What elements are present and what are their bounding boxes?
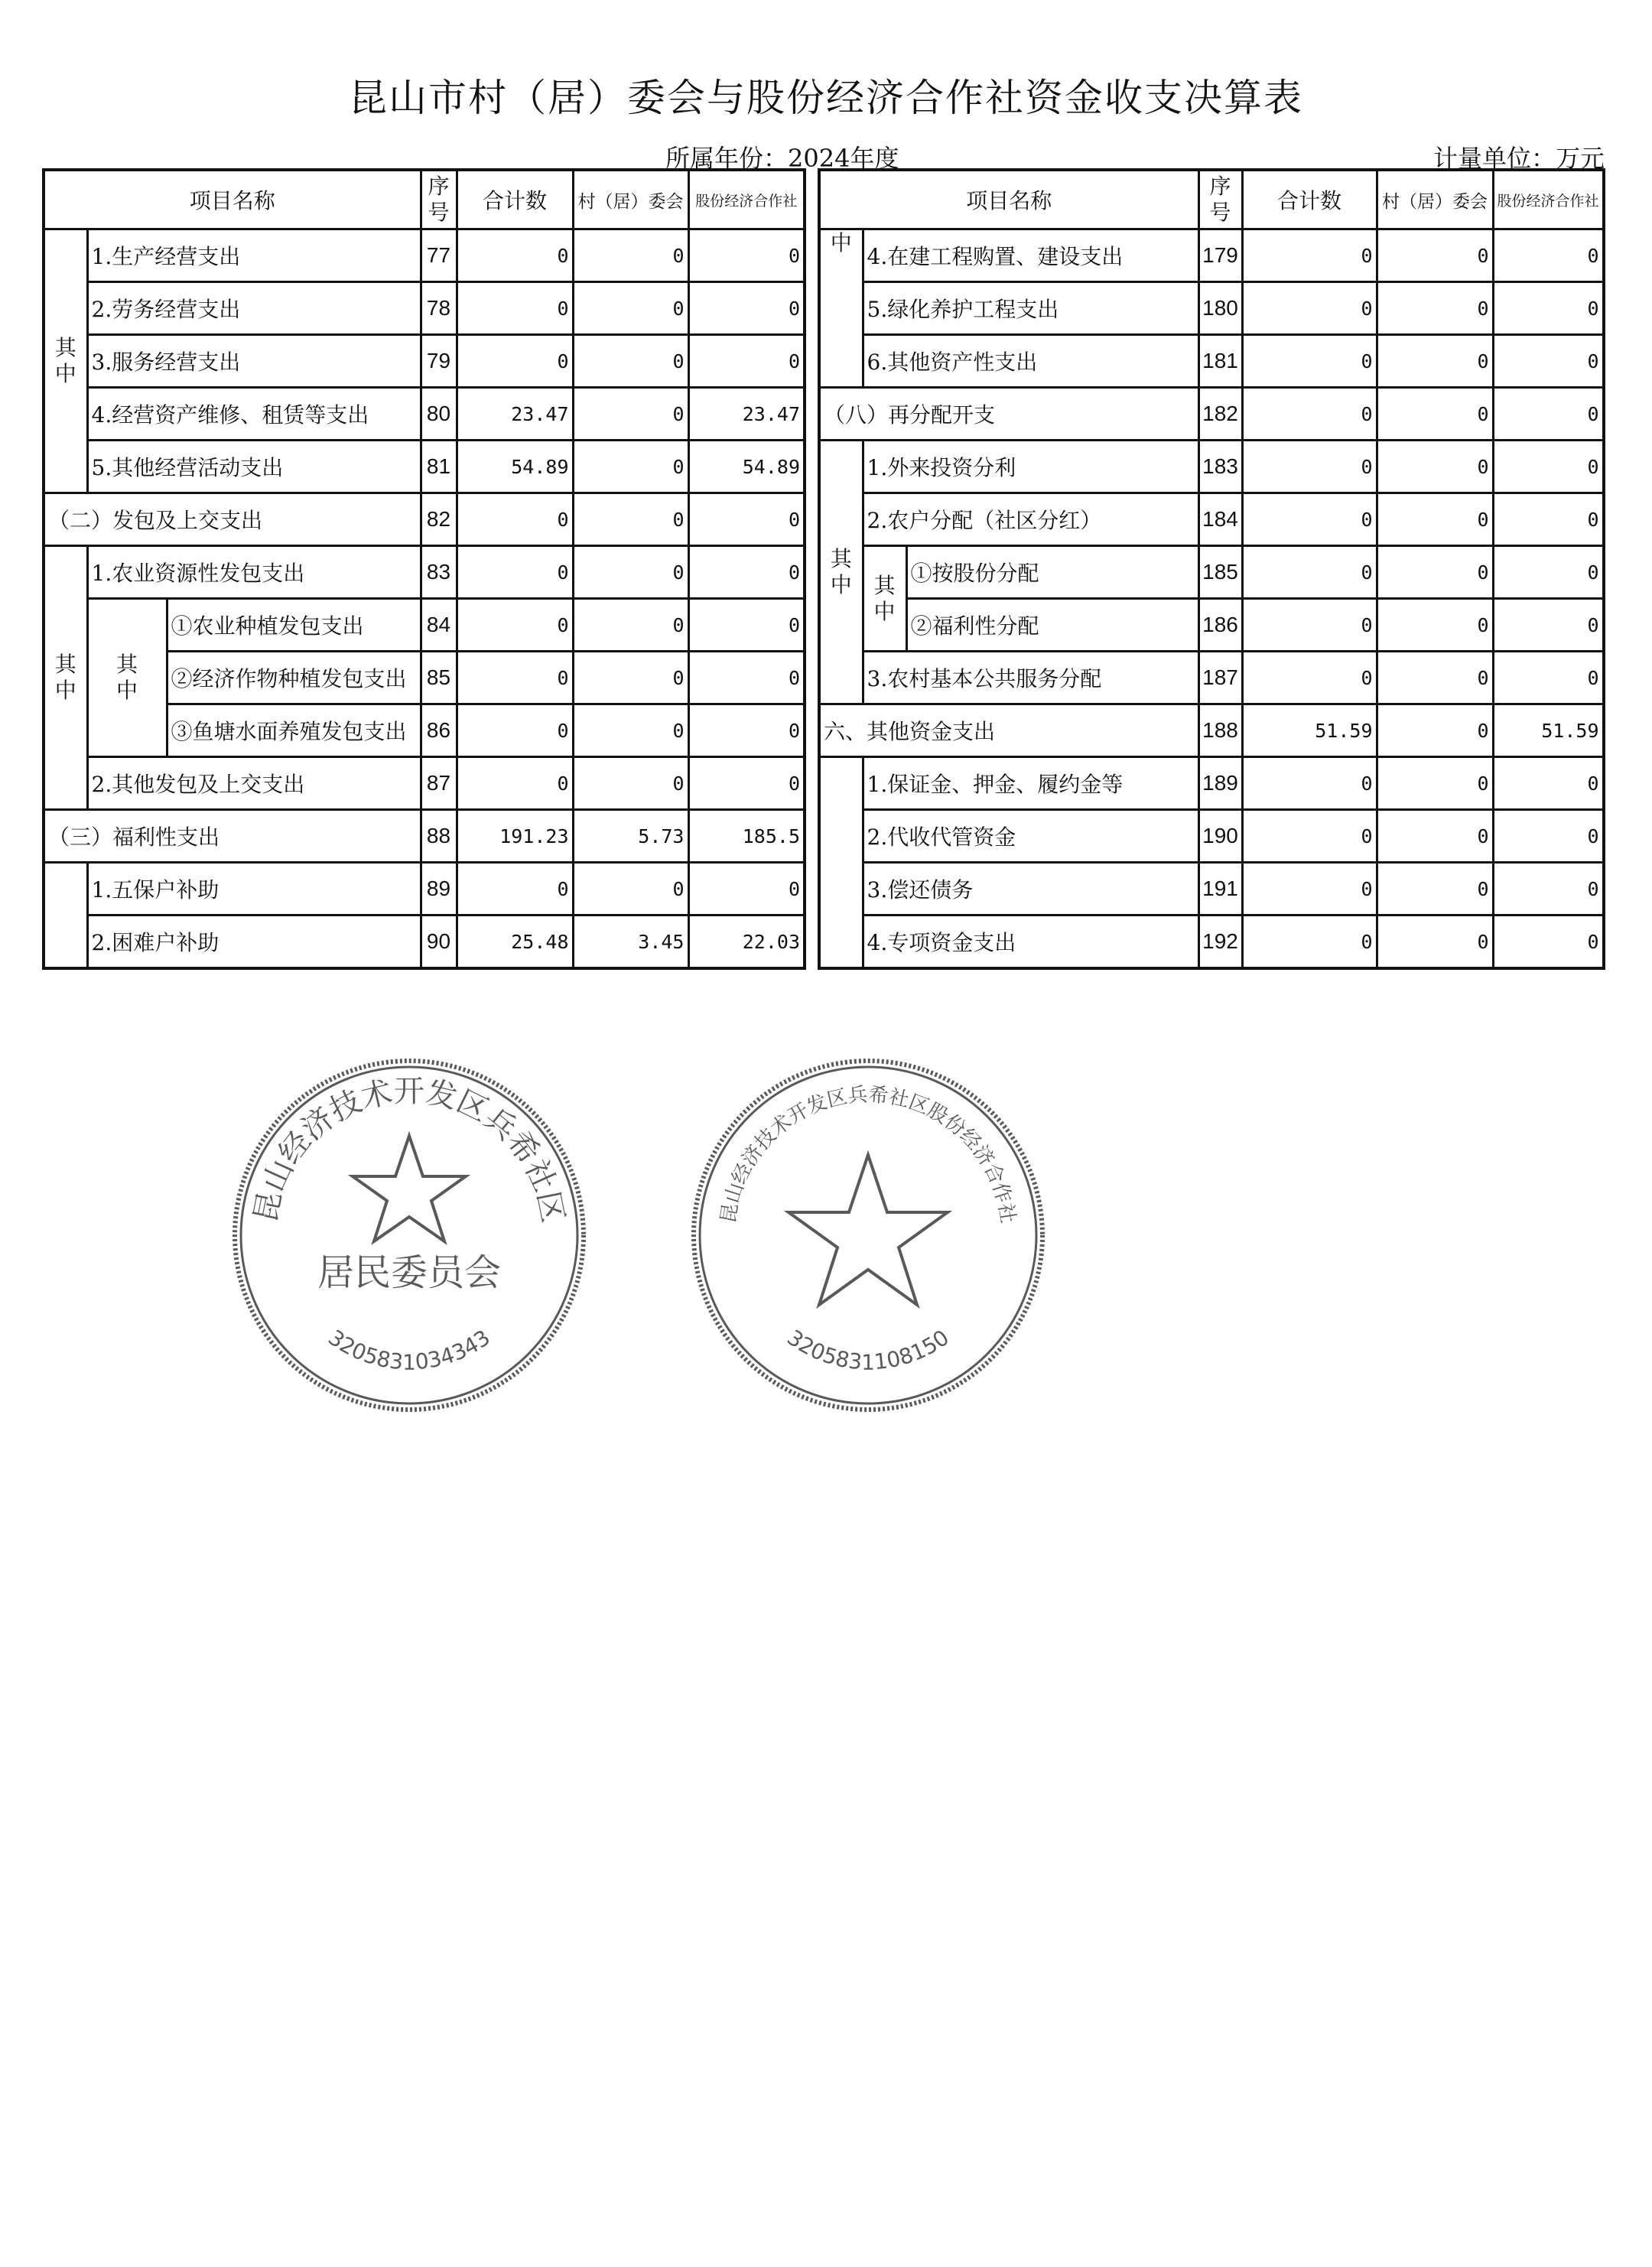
value-village: 0	[573, 757, 688, 810]
value-total: 191.23	[457, 810, 573, 863]
value-coop: 0	[688, 335, 805, 388]
item-seq: 88	[421, 810, 457, 863]
official-seal-residents-committee	[229, 1055, 589, 1415]
value-village: 0	[573, 282, 688, 335]
table-row	[44, 546, 805, 599]
value-total: 0	[1242, 652, 1377, 704]
value-coop: 0	[1493, 441, 1604, 493]
value-total: 0	[1242, 863, 1377, 916]
group-label-qizhong	[44, 546, 87, 810]
value-coop: 0	[688, 282, 805, 335]
seal-center-text: 居民委员会	[317, 1251, 502, 1294]
value-coop: 0	[1493, 546, 1604, 599]
item-seq: 90	[421, 916, 457, 969]
seal-ring-text: 昆山经济技术开发区兵希社区股份经济合作社	[717, 1083, 1019, 1225]
table-row	[819, 810, 1604, 863]
value-coop: 54.89	[688, 441, 805, 493]
value-village: 0	[573, 441, 688, 493]
column-header-total: 合计数	[457, 170, 573, 229]
value-total: 0	[1242, 388, 1377, 441]
column-header-total: 合计数	[1242, 170, 1377, 229]
official-seal-cooperative	[688, 1055, 1048, 1415]
group-label-continued	[819, 229, 863, 388]
item-name: 1.保证金、押金、履约金等	[863, 757, 1198, 810]
group-label-qizhong	[819, 441, 863, 704]
item-name: 1.农业资源性发包支出	[87, 546, 421, 599]
group-label-text: 其中	[115, 652, 138, 703]
seal-ring-text: 昆山经济技术开发区兵希社区	[248, 1074, 571, 1226]
value-village: 0	[1377, 916, 1493, 969]
table-row	[819, 757, 1604, 810]
table-row	[44, 863, 805, 916]
item-seq: 191	[1198, 863, 1242, 916]
table-row	[44, 757, 805, 810]
item-name: ③鱼塘水面养殖发包支出	[167, 704, 421, 757]
table-row	[44, 282, 805, 335]
item-seq: 192	[1198, 916, 1242, 969]
item-seq: 188	[1198, 704, 1242, 757]
value-village: 0	[1377, 441, 1493, 493]
expenditure-table-left	[42, 168, 806, 970]
value-total: 0	[457, 599, 573, 652]
value-coop: 0	[688, 704, 805, 757]
value-coop: 0	[688, 599, 805, 652]
table-row	[44, 916, 805, 969]
unit-label: 计量单位：万元	[1432, 144, 1605, 173]
value-coop: 0	[1493, 599, 1604, 652]
value-village: 0	[1377, 863, 1493, 916]
table-row	[819, 335, 1604, 388]
group-label-text: 其中	[873, 572, 896, 624]
value-coop: 0	[1493, 916, 1604, 969]
item-seq: 189	[1198, 757, 1242, 810]
value-village: 0	[573, 229, 688, 282]
item-seq: 77	[421, 229, 457, 282]
document-title: 昆山市村（居）委会与股份经济合作社资金收支决算表	[349, 76, 1303, 120]
value-coop: 0	[1493, 335, 1604, 388]
value-village: 0	[1377, 599, 1493, 652]
value-coop: 0	[688, 757, 805, 810]
column-header-village: 村（居）委会	[1377, 170, 1493, 229]
item-seq: 180	[1198, 282, 1242, 335]
value-coop: 0	[688, 493, 805, 546]
item-seq: 84	[421, 599, 457, 652]
value-coop: 185.5	[688, 810, 805, 863]
value-total: 0	[1242, 757, 1377, 810]
group-spacer	[44, 863, 87, 969]
seal-code: 3205831034343	[324, 1325, 495, 1375]
seal-code: 3205831108150	[782, 1325, 954, 1375]
table-row	[44, 229, 805, 282]
value-village: 0	[573, 599, 688, 652]
column-header-coop: 股份经济合作社	[1493, 170, 1604, 229]
table-row	[819, 863, 1604, 916]
value-village: 0	[1377, 229, 1493, 282]
item-seq: 181	[1198, 335, 1242, 388]
value-village: 0	[1377, 704, 1493, 757]
table-row	[44, 599, 805, 652]
value-village: 0	[1377, 335, 1493, 388]
group-label-qizhong	[44, 229, 87, 493]
value-village: 0	[573, 388, 688, 441]
value-coop: 0	[1493, 863, 1604, 916]
item-name: 4.专项资金支出	[863, 916, 1198, 969]
item-name: （八）再分配开支	[819, 388, 1198, 441]
value-total: 51.59	[1242, 704, 1377, 757]
item-seq: 83	[421, 546, 457, 599]
item-seq: 87	[421, 757, 457, 810]
value-village: 0	[573, 546, 688, 599]
item-seq: 81	[421, 441, 457, 493]
table-row	[819, 493, 1604, 546]
value-coop: 0	[688, 863, 805, 916]
item-name: 2.劳务经营支出	[87, 282, 421, 335]
table-row	[819, 229, 1604, 282]
column-header-name: 项目名称	[44, 170, 421, 229]
value-total: 0	[457, 704, 573, 757]
value-total: 0	[457, 546, 573, 599]
svg-text:3205831108150	[782, 1325, 954, 1374]
item-seq: 185	[1198, 546, 1242, 599]
value-total: 0	[1242, 916, 1377, 969]
item-name: （二）发包及上交支出	[44, 493, 421, 546]
value-village: 5.73	[573, 810, 688, 863]
table-row	[819, 546, 1604, 599]
group-spacer	[819, 757, 863, 969]
item-name: 4.经营资产维修、租赁等支出	[87, 388, 421, 441]
item-name: 六、其他资金支出	[819, 704, 1198, 757]
value-total: 0	[1242, 335, 1377, 388]
item-name: 5.其他经营活动支出	[87, 441, 421, 493]
item-name: 3.偿还债务	[863, 863, 1198, 916]
item-name: ①农业种植发包支出	[167, 599, 421, 652]
svg-text:昆山经济技术开发区兵希社区股份经济合作社	[717, 1084, 1019, 1225]
item-seq: 183	[1198, 441, 1242, 493]
item-seq: 78	[421, 282, 457, 335]
group-label-qizhong	[863, 546, 906, 652]
svg-text:3205831034343	[324, 1325, 495, 1374]
value-village: 3.45	[573, 916, 688, 969]
value-total: 0	[1242, 546, 1377, 599]
column-header-name: 项目名称	[819, 170, 1198, 229]
value-total: 23.47	[457, 388, 573, 441]
item-seq: 86	[421, 704, 457, 757]
value-total: 0	[457, 652, 573, 704]
item-name: 4.在建工程购置、建设支出	[863, 229, 1198, 282]
group-label-text: 其中	[54, 335, 76, 386]
item-name: 3.农村基本公共服务分配	[863, 652, 1198, 704]
item-name: 6.其他资产性支出	[863, 335, 1198, 388]
value-village: 0	[1377, 493, 1493, 546]
table-row	[819, 916, 1604, 969]
value-village: 0	[573, 493, 688, 546]
column-header-seq: 序号	[421, 170, 457, 229]
value-coop: 0	[1493, 493, 1604, 546]
value-village: 0	[1377, 388, 1493, 441]
value-total: 0	[1242, 282, 1377, 335]
value-total: 0	[457, 863, 573, 916]
table-row	[44, 441, 805, 493]
value-coop: 0	[688, 229, 805, 282]
item-seq: 187	[1198, 652, 1242, 704]
value-village: 0	[573, 652, 688, 704]
item-seq: 89	[421, 863, 457, 916]
item-name: 5.绿化养护工程支出	[863, 282, 1198, 335]
value-total: 0	[457, 493, 573, 546]
value-total: 0	[1242, 229, 1377, 282]
item-name: 2.其他发包及上交支出	[87, 757, 421, 810]
table-row	[44, 810, 805, 863]
value-total: 0	[1242, 493, 1377, 546]
table-row	[44, 388, 805, 441]
value-coop: 0	[688, 652, 805, 704]
item-seq: 85	[421, 652, 457, 704]
expenditure-table-right	[818, 168, 1605, 970]
table-row	[819, 599, 1604, 652]
table-row	[44, 493, 805, 546]
header-row	[44, 170, 805, 229]
item-name: ②经济作物种植发包支出	[167, 652, 421, 704]
value-total: 25.48	[457, 916, 573, 969]
value-village: 0	[1377, 282, 1493, 335]
fiscal-year: 所属年份：2024年度	[665, 144, 899, 173]
column-header-seq: 序号	[1198, 170, 1242, 229]
item-name: 1.外来投资分利	[863, 441, 1198, 493]
value-coop: 23.47	[688, 388, 805, 441]
value-village: 0	[573, 863, 688, 916]
item-seq: 80	[421, 388, 457, 441]
value-total: 0	[1242, 441, 1377, 493]
value-village: 0	[1377, 546, 1493, 599]
column-header-coop: 股份经济合作社	[688, 170, 805, 229]
group-label-text: 其中	[830, 546, 852, 597]
value-total: 0	[457, 282, 573, 335]
item-seq: 179	[1198, 229, 1242, 282]
group-label-qizhong	[87, 599, 167, 757]
table-row	[819, 441, 1604, 493]
value-coop: 0	[1493, 388, 1604, 441]
table-row	[819, 388, 1604, 441]
item-seq: 82	[421, 493, 457, 546]
value-coop: 0	[1493, 757, 1604, 810]
svg-text:昆山经济技术开发区兵希社区	[248, 1074, 571, 1225]
value-coop: 22.03	[688, 916, 805, 969]
value-coop: 51.59	[1493, 704, 1604, 757]
value-coop: 0	[1493, 229, 1604, 282]
value-village: 0	[1377, 757, 1493, 810]
group-label-text: 其中	[54, 652, 76, 703]
value-coop: 0	[1493, 810, 1604, 863]
item-name: 1.五保户补助	[87, 863, 421, 916]
value-total: 0	[1242, 810, 1377, 863]
item-seq: 190	[1198, 810, 1242, 863]
column-header-village: 村（居）委会	[573, 170, 688, 229]
value-village: 0	[1377, 810, 1493, 863]
item-name: 2.代收代管资金	[863, 810, 1198, 863]
value-village: 0	[1377, 652, 1493, 704]
value-total: 54.89	[457, 441, 573, 493]
table-row	[819, 704, 1604, 757]
value-coop: 0	[1493, 282, 1604, 335]
value-coop: 0	[1493, 652, 1604, 704]
value-total: 0	[457, 229, 573, 282]
item-seq: 79	[421, 335, 457, 388]
item-name: 3.服务经营支出	[87, 335, 421, 388]
table-row	[819, 652, 1604, 704]
item-name: 2.困难户补助	[87, 916, 421, 969]
item-name: ①按股份分配	[906, 546, 1198, 599]
item-seq: 186	[1198, 599, 1242, 652]
value-total: 0	[457, 335, 573, 388]
table-row	[44, 335, 805, 388]
item-name: ②福利性分配	[906, 599, 1198, 652]
item-seq: 184	[1198, 493, 1242, 546]
header-row	[819, 170, 1604, 229]
value-coop: 0	[688, 546, 805, 599]
table-row	[819, 282, 1604, 335]
value-village: 0	[573, 335, 688, 388]
group-label-text: 中	[830, 230, 852, 255]
value-total: 0	[1242, 599, 1377, 652]
item-seq: 182	[1198, 388, 1242, 441]
value-total: 0	[457, 757, 573, 810]
item-name: （三）福利性支出	[44, 810, 421, 863]
value-village: 0	[573, 704, 688, 757]
item-name: 1.生产经营支出	[87, 229, 421, 282]
item-name: 2.农户分配（社区分红）	[863, 493, 1198, 546]
